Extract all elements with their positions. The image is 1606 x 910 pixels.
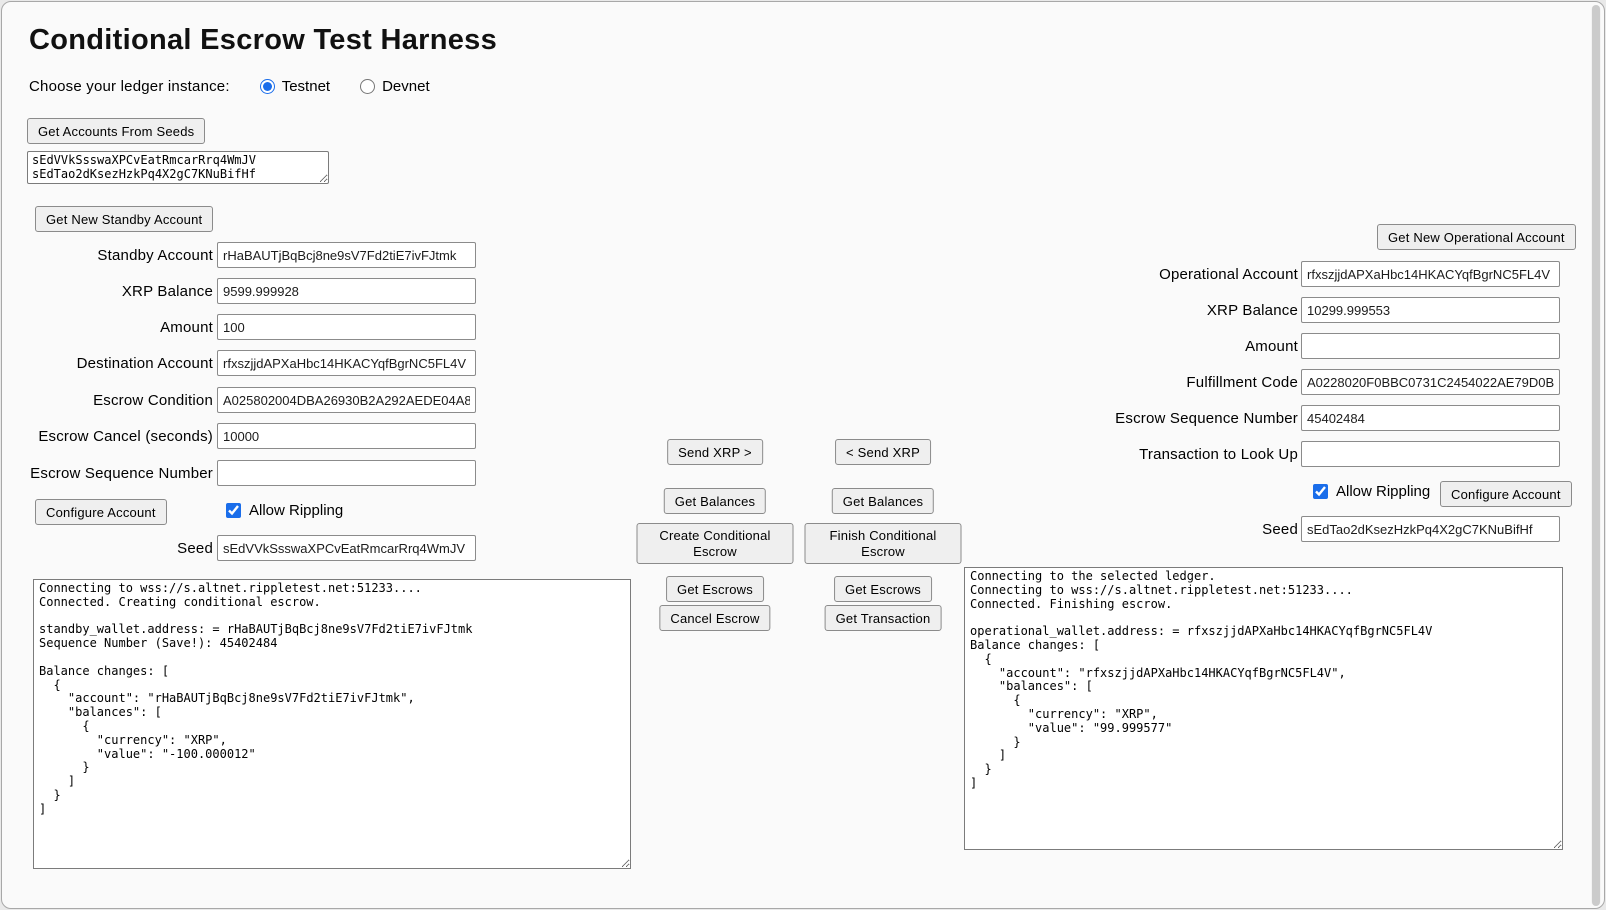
operational-results-console[interactable] — [964, 567, 1563, 850]
operational-escrow-sequence-input[interactable] — [1301, 405, 1560, 431]
cancel-escrow-button[interactable]: Cancel Escrow — [659, 605, 770, 631]
devnet-radio-label: Devnet — [382, 78, 430, 95]
testnet-radio[interactable] — [260, 79, 275, 94]
destination-account-label: Destination Account — [76, 354, 213, 372]
standby-seed-label: Seed — [177, 539, 213, 557]
operational-account-label: Operational Account — [1159, 265, 1298, 283]
page-title: Conditional Escrow Test Harness — [29, 24, 498, 56]
standby-xrp-balance-label: XRP Balance — [121, 282, 213, 300]
standby-xrp-balance-input[interactable] — [217, 278, 476, 304]
operational-get-balances-button[interactable]: Get Balances — [832, 488, 934, 514]
transaction-to-look-up-row — [1042, 441, 1560, 467]
seeds-textarea[interactable] — [27, 151, 329, 184]
operational-xrp-balance-label: XRP Balance — [1206, 301, 1298, 319]
send-xrp-to-operational-button[interactable]: Send XRP > — [667, 439, 763, 465]
operational-escrow-sequence-label: Escrow Sequence Number — [1115, 409, 1298, 427]
operational-account-input[interactable] — [1301, 261, 1560, 287]
page-scrollbar[interactable] — [1591, 5, 1601, 906]
ledger-instance-label: Choose your ledger instance: — [29, 78, 230, 95]
get-new-operational-account-button[interactable]: Get New Operational Account — [1377, 224, 1576, 250]
escrow-condition-label: Escrow Condition — [93, 391, 213, 409]
operational-amount-row — [1042, 333, 1560, 359]
radio-option-testnet[interactable] — [260, 78, 330, 95]
standby-allow-rippling[interactable] — [226, 502, 343, 519]
standby-amount-input[interactable] — [217, 314, 476, 340]
devnet-radio[interactable] — [360, 79, 375, 94]
standby-get-balances-button[interactable]: Get Balances — [664, 488, 766, 514]
destination-account-input[interactable] — [217, 350, 476, 376]
escrow-cancel-label: Escrow Cancel (seconds) — [38, 427, 213, 445]
standby-amount-row — [2, 314, 476, 340]
escrow-cancel-row — [2, 423, 476, 449]
escrow-test-harness-page — [1, 1, 1605, 909]
operational-get-escrows-button[interactable]: Get Escrows — [834, 576, 932, 602]
finish-conditional-escrow-button[interactable]: Finish Conditional Escrow — [805, 523, 962, 564]
operational-allow-rippling-checkbox[interactable] — [1313, 484, 1328, 499]
radio-option-devnet[interactable] — [360, 78, 430, 95]
standby-seed-row — [2, 535, 476, 561]
ledger-instance-selector — [29, 78, 430, 95]
standby-configure-account-button[interactable]: Configure Account — [35, 499, 167, 525]
standby-amount-label: Amount — [160, 318, 213, 336]
operational-amount-input[interactable] — [1301, 333, 1560, 359]
testnet-radio-label: Testnet — [281, 78, 331, 95]
get-new-standby-account-button[interactable]: Get New Standby Account — [35, 206, 213, 232]
page-scrollbar-thumb[interactable] — [1592, 5, 1600, 906]
operational-seed-input[interactable] — [1301, 516, 1560, 542]
operational-amount-label: Amount — [1245, 337, 1298, 355]
fulfillment-code-label: Fulfillment Code — [1186, 373, 1298, 391]
standby-allow-rippling-checkbox[interactable] — [226, 503, 241, 518]
send-xrp-to-standby-button[interactable]: < Send XRP — [835, 439, 931, 465]
operational-escrow-sequence-row — [1042, 405, 1560, 431]
operational-allow-rippling[interactable] — [1313, 483, 1430, 500]
operational-seed-row — [1042, 516, 1560, 542]
standby-get-escrows-button[interactable]: Get Escrows — [666, 576, 764, 602]
standby-seed-input[interactable] — [217, 535, 476, 561]
standby-account-row — [2, 242, 476, 268]
fulfillment-code-input[interactable] — [1301, 369, 1560, 395]
standby-escrow-sequence-input[interactable] — [217, 460, 476, 486]
escrow-cancel-input[interactable] — [217, 423, 476, 449]
get-transaction-button[interactable]: Get Transaction — [825, 605, 942, 631]
standby-xrp-balance-row — [2, 278, 476, 304]
operational-allow-rippling-label: Allow Rippling — [1336, 483, 1431, 500]
standby-account-input[interactable] — [217, 242, 476, 268]
operational-account-row — [1042, 261, 1560, 287]
operational-seed-label: Seed — [1262, 520, 1298, 538]
escrow-condition-row — [2, 387, 476, 413]
operational-configure-account-button[interactable]: Configure Account — [1440, 481, 1572, 507]
transaction-to-look-up-label: Transaction to Look Up — [1139, 445, 1298, 463]
transaction-to-look-up-input[interactable] — [1301, 441, 1560, 467]
operational-xrp-balance-row — [1042, 297, 1560, 323]
standby-results-console[interactable] — [33, 579, 631, 869]
standby-escrow-sequence-row — [2, 460, 476, 486]
create-conditional-escrow-button[interactable]: Create Conditional Escrow — [637, 523, 794, 564]
standby-allow-rippling-label: Allow Rippling — [249, 502, 344, 519]
fulfillment-code-row — [1042, 369, 1560, 395]
operational-xrp-balance-input[interactable] — [1301, 297, 1560, 323]
escrow-condition-input[interactable] — [217, 387, 476, 413]
destination-account-row — [2, 350, 476, 376]
standby-escrow-sequence-label: Escrow Sequence Number — [30, 464, 213, 482]
get-accounts-from-seeds-button[interactable]: Get Accounts From Seeds — [27, 118, 205, 144]
standby-account-label: Standby Account — [97, 246, 213, 264]
